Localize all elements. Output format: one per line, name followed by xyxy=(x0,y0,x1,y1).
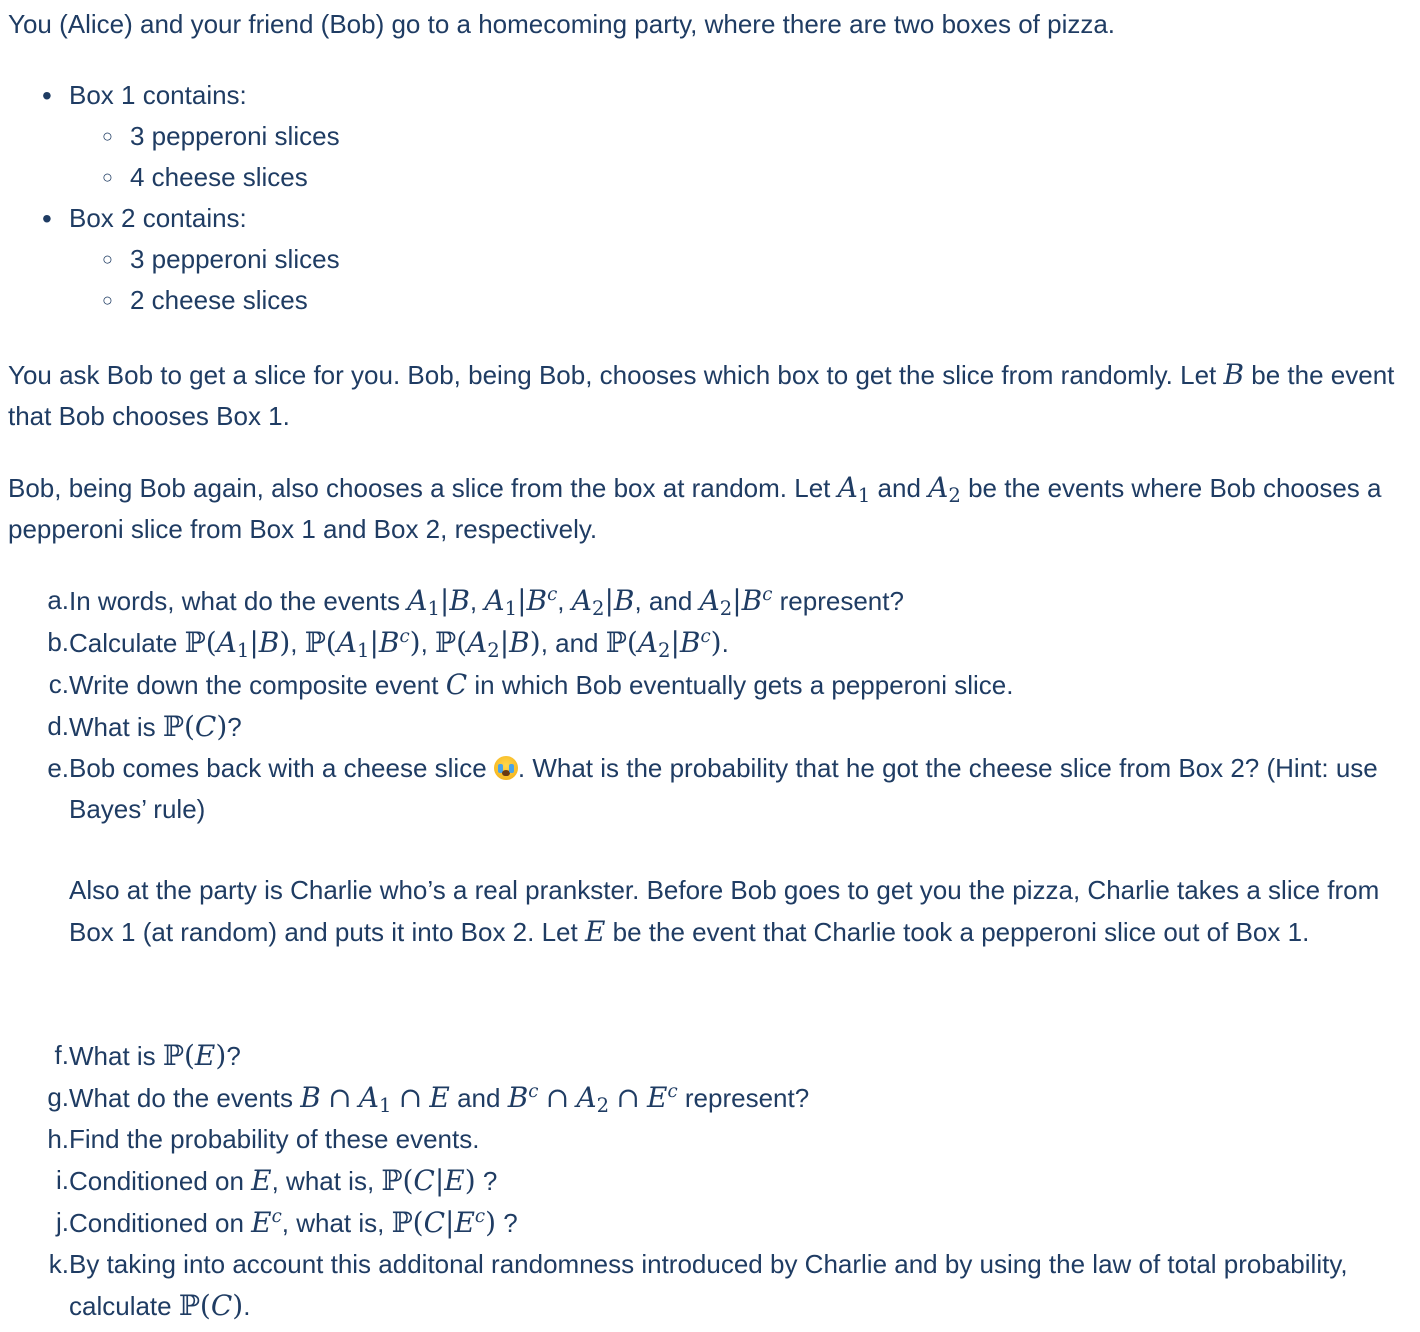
question-f: f. What is ℙ(E)? xyxy=(54,1039,241,1072)
event-a-paragraph: Bob, being Bob again, also chooses a slice from the box at random. Let $A_1$ and $A_2$ be the events where Bob chooses a pepperoni slice from Box 1 and Box 2, respectively. xyxy=(8,471,1382,544)
intro-paragraph: You (Alice) and your friend (Bob) go to a homecoming party, where there are two boxes of pizza. xyxy=(8,9,1116,39)
question-b: b. Calculate $ℙ(A_1|B)$, $ℙ(A_1|B^c)$, $ℙ(A_2|B)$, and $ℙ(A_2|B^c)$. xyxy=(47,626,729,662)
box-2-pepperoni: ○ 3 pepperoni slices xyxy=(8,239,340,280)
event-b-paragraph: You ask Bob to get a slice for you. Bob, being Bob, chooses which box to get the slice from randomly. Let B be the event that Bob chooses Box 1. xyxy=(8,358,1395,431)
charlie-paragraph: Also at the party is Charlie who’s a real prankster. Before Bob goes to get you the pizza, Charlie takes a slice from Box 1 (at random) and puts it into Box 2. Let E be the event that Charlie took a pepperoni slice out of Box 1. xyxy=(69,875,1380,948)
box-2-label: Box 2 contains: xyxy=(69,203,247,233)
question-list-2 xyxy=(8,1035,1398,1327)
box-1-item xyxy=(8,75,340,198)
question-j: j. Conditioned on $E^c$, what is, $ℙ(C|E^c)$ ? xyxy=(56,1206,518,1239)
question-list-1 xyxy=(8,580,1398,830)
math-a2: $A_2$ xyxy=(928,471,961,507)
question-a: a. In words, what do the events $A_1|B$, $A_1|B^c$, $A_2|B$, and $A_2|B^c$ represent? xyxy=(47,584,904,620)
question-d: d. What is ℙ(C)? xyxy=(47,710,242,743)
question-c: c. Write down the composite event C in which Bob eventually gets a pepperoni slice. xyxy=(48,668,1014,701)
question-h: h. Find the probability of these events. xyxy=(47,1124,480,1154)
question-e: e. Bob comes back with a cheese slice . What is the probability that he got the cheese slice from Box 2? (Hint: use Bayes’ rule) xyxy=(47,753,1378,824)
box-1-pepperoni: ○ 3 pepperoni slices xyxy=(8,116,340,157)
question-i: i. Conditioned on E, what is, ℙ(C|E) ? xyxy=(56,1164,498,1197)
box-2-item xyxy=(8,198,340,321)
box-2-cheese: ○ 2 cheese slices xyxy=(8,280,340,321)
math-e: E xyxy=(584,915,606,948)
box-1-cheese: ○ 4 cheese slices xyxy=(8,157,340,198)
box-2-contents xyxy=(69,239,340,321)
box-list xyxy=(8,75,340,321)
question-k: k. By taking into account this additonal randomness introduced by Charlie and by using the law of total probability, calculate ℙ(C). xyxy=(48,1249,1348,1322)
box-1-contents xyxy=(69,116,340,198)
box-1-label: Box 1 contains: xyxy=(69,80,247,110)
question-g: g. What do the events B ∩ $A_1$ ∩ E and $B^c$ ∩ $A_2$ ∩ $E^c$ represent? xyxy=(47,1081,810,1117)
math-a1: $A_1$ xyxy=(837,471,871,507)
crying-face-icon xyxy=(494,756,518,780)
math-b: B xyxy=(1223,358,1245,391)
